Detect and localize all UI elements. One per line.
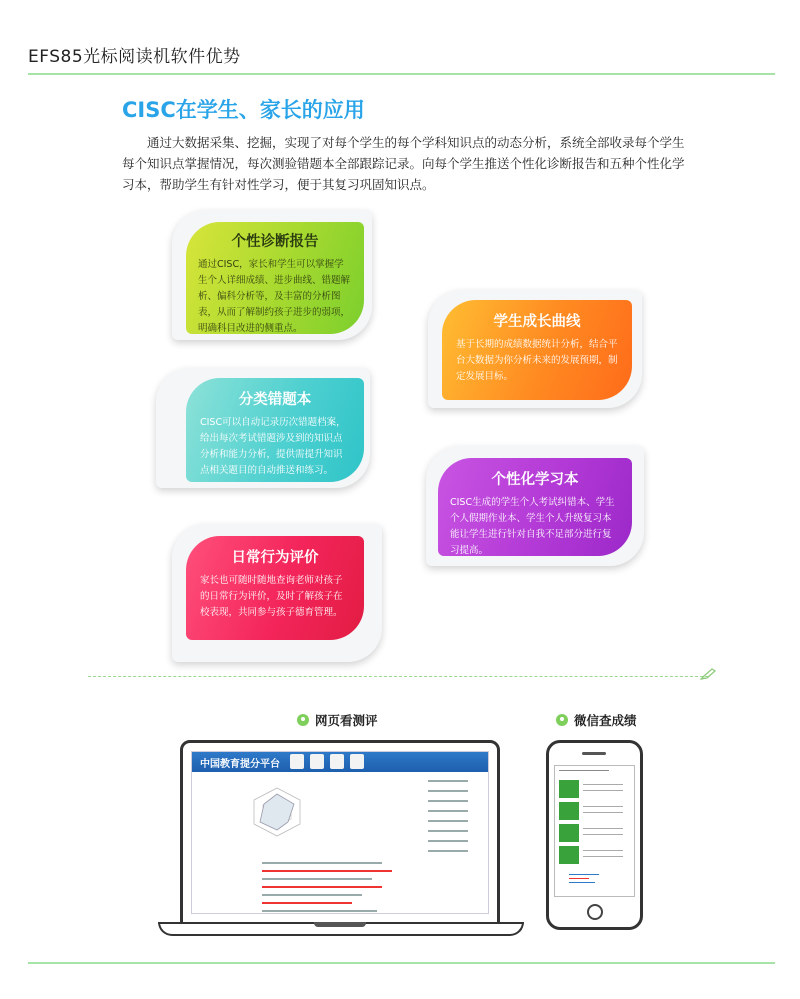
card-title: 学生成长曲线 [493,314,581,330]
screen-title: 中国教育提分平台 [200,759,280,770]
card-body: 基于长期的成绩数据统计分析，结合平台大数据为你分析未来的发展预期，制定发展目标。 [456,339,618,382]
card-title: 日常行为评价 [231,550,319,566]
screen-tab-icon [330,754,344,769]
screen-tab-icon [310,754,324,769]
laptop-screen-content [191,751,489,914]
dashed-divider [88,676,708,677]
card-title: 个性诊断报告 [231,234,319,250]
phone-screen-content [554,765,635,897]
phone-home-button [587,904,603,920]
location-pin-icon [297,714,309,726]
web-label: 网页看测评 [297,711,378,729]
laptop-screen [180,740,500,925]
screen-header-bar [192,752,488,772]
page-header-title: EFS85光标阅读机软件优势 [28,47,241,67]
wechat-label: 微信查成绩 [556,711,637,729]
card-title: 分类错题本 [238,392,312,408]
radar-chart-graphic [242,782,312,842]
screen-tab-icon [290,754,304,769]
phone-device [546,740,643,930]
pencil-icon [700,668,716,680]
footer-divider [28,962,775,964]
laptop-notch [314,922,366,927]
screen-tab-icon [350,754,364,769]
card-body: 家长也可随时随地查询老师对孩子的日常行为评价，及时了解孩子在校表现，共同参与孩子德育管理。 [200,575,343,618]
card-body: CISC生成的学生个人考试纠错本、学生个人假期作业本、学生个人升级复习本能让学生进行针对自我不足部分进行复习提高。 [450,497,615,556]
card-body: CISC可以自动记录历次错题档案，给出每次考试错题涉及到的知识点分析和能力分析，提供需提升知识点相关题目的自动推送和练习。 [200,417,346,476]
header-divider [28,73,775,75]
section-title: CISC在学生、家长的应用 [122,98,365,122]
card-body: 通过CISC，家长和学生可以掌握学生个人详细成绩、进步曲线、错题解析、偏科分析等，及丰富的分析图表，从而了解制约孩子进步的弱项，明确科目改进的侧重点。 [198,259,351,334]
card-title: 个性化学习本 [491,472,579,488]
phone-speaker [582,752,606,755]
intro-paragraph: 通过大数据采集、挖掘，实现了对每个学生的每个学科知识点的动态分析，系统全部收录每个学生每个知识点掌握情况，每次测验错题本全部跟踪记录。向每个学生推送个性化诊断报告和五种个性化学习本，帮助学生有针对性学习，便于其复习巩固知识点。 [122,135,685,192]
location-pin-icon [556,714,568,726]
